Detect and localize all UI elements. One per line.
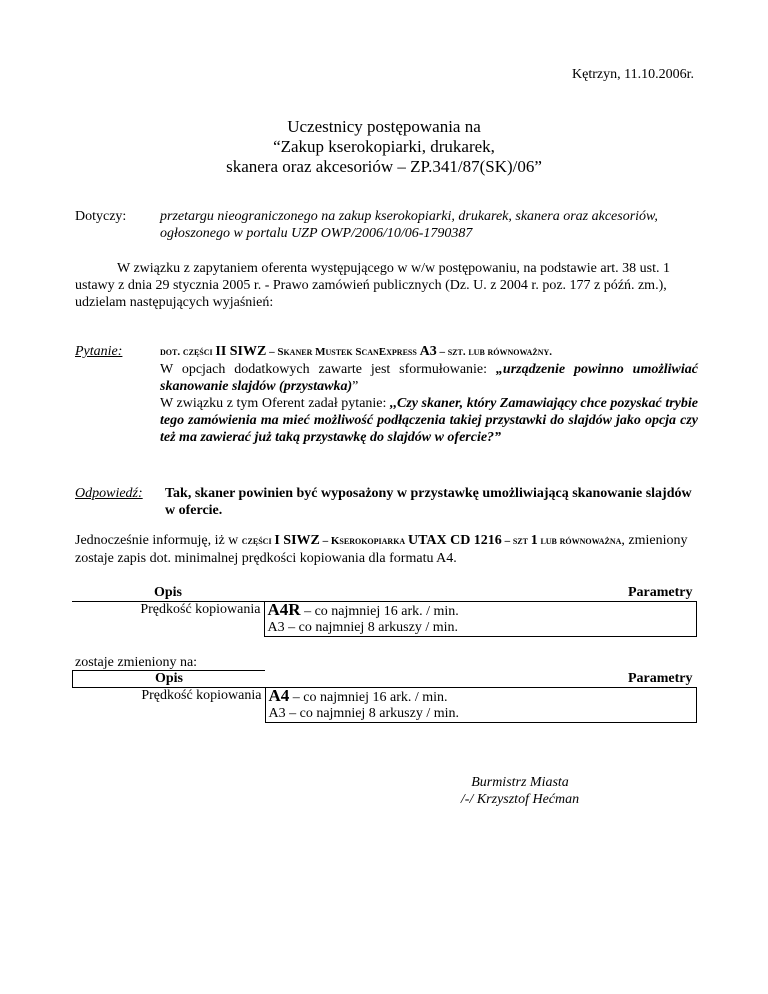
pytanie-heading-big2: A3 [419, 344, 437, 359]
pytanie-line2-emphasis: „urządzenie powinno umożliwiać skanowanie slajdów (przystawka) [160, 362, 698, 394]
info-sc2: – Kserokopiarka [319, 535, 408, 547]
pytanie-heading-mid: – Skaner Mustek ScanExpress [266, 346, 420, 358]
pytanie-heading-prefix: dot. części [160, 346, 216, 358]
pytanie-heading [160, 343, 698, 361]
zostaje-label: zostaje zmieniony na: [75, 655, 198, 670]
pytanie-heading-big: II SIWZ [215, 344, 267, 359]
info-paragraph [75, 532, 699, 567]
pytanie-line3-pre: W związku z tym Oferent zadał pytanie: [160, 396, 390, 411]
info-big3: 1 [530, 533, 538, 548]
table-before-line1-format: A4R [267, 600, 301, 619]
title-line-1: Uczestnicy postępowania na [287, 117, 481, 136]
table-before-line1-rest: – co najmniej 16 ark. / min. [300, 604, 459, 619]
table-after [72, 670, 697, 723]
pytanie-label: Pytanie: [75, 344, 123, 359]
info-post: , zmieniony zostaje zapis dot. minimalnej prędkości kopiowania dla formatu A4. [75, 533, 688, 566]
pytanie-line2-pre: W opcjach dodatkowych zawarte jest sformułowanie: [160, 362, 496, 377]
odpowiedz-label: Odpowiedź: [75, 486, 143, 501]
pytanie-line-3 [160, 395, 698, 446]
dotyczy-text: przetargu nieograniczonego na zakup kserokopiarki, drukarek, skanera oraz akcesoriów, ogłoszonego w portalu UZP OWP/2006/10/06-1790387 [160, 209, 658, 241]
intro-paragraph: W związku z zapytaniem oferenta występującego w w/w postępowaniu, na podstawie art. 38 ust. 1 ustawy z dnia 29 stycznia 2005 r. - Prawo zamówień publicznych (Dz. U. z 2004 r. poz. 177 z późń. zm.), udzielam następujących wyjaśnień: [75, 261, 670, 310]
table-after-line2: A3 – co najmniej 8 arkuszy / min. [268, 706, 460, 721]
table-before-line2: A3 – co najmniej 8 arkuszy / min. [267, 620, 459, 635]
table-before-col-opis: Opis [72, 585, 264, 602]
odpowiedz-text: Tak, skaner powinien być wyposażony w przystawkę umożliwiającą skanowanie slajdów w ofercie. [165, 486, 692, 518]
table-after-value [265, 688, 697, 723]
signature-name: /-/ Krzysztof Hećman [460, 792, 580, 807]
signature [400, 774, 640, 808]
title-line-2: “Zakup kserokopiarki, drukarek, [273, 137, 495, 156]
table-after-row-label: Prędkość kopiowania [141, 688, 262, 703]
table-after-header [73, 671, 697, 688]
dotyczy-label: Dotyczy: [75, 209, 127, 224]
table-after-col-param: Parametry [265, 671, 697, 688]
info-big2: UTAX CD 1216 [407, 533, 502, 548]
info-sc1: części [241, 535, 275, 547]
pytanie-line-2 [160, 361, 698, 395]
table-after-line1-rest: – co najmniej 16 ark. / min. [289, 690, 448, 705]
table-before [72, 585, 697, 637]
table-before-value [264, 602, 697, 637]
pytanie-heading-suffix: – szt. lub równoważny. [436, 346, 553, 358]
table-before-row [72, 602, 697, 637]
signature-title: Burmistrz Miasta [471, 775, 569, 790]
info-sc4: lub równoważna [537, 535, 622, 547]
table-before-row-label: Prędkość kopiowania [140, 602, 261, 617]
info-sc3: – szt [501, 535, 531, 547]
table-after-line1 [269, 688, 694, 706]
table-before-line1 [268, 602, 694, 620]
pytanie-text [160, 343, 698, 446]
date-line: Kętrzyn, 11.10.2006r. [572, 67, 694, 82]
info-pre: Jednocześnie informuję, iż w [75, 533, 242, 548]
table-after-line1-format: A4 [268, 686, 290, 705]
title-line-3: skanera oraz akcesoriów – ZP.341/87(SK)/06” [226, 157, 542, 176]
document-title [200, 117, 568, 177]
pytanie-line2-post: ” [352, 379, 359, 394]
pytanie-line3-emphasis: ,,Czy skaner, który Zamawiający chce pozyskać trybie tego zamówienia ma mieć możliwość podłączenia takiej przystawki do slajdów jako opcja czy też ma zawierać już taką przystawkę do slajdów w ofercie?” [160, 396, 698, 445]
table-before-header [72, 585, 697, 602]
table-before-col-param: Parametry [264, 585, 697, 602]
table-after-col-opis: Opis [73, 671, 266, 688]
info-big1: I SIWZ [274, 533, 320, 548]
table-after-row [73, 688, 697, 723]
